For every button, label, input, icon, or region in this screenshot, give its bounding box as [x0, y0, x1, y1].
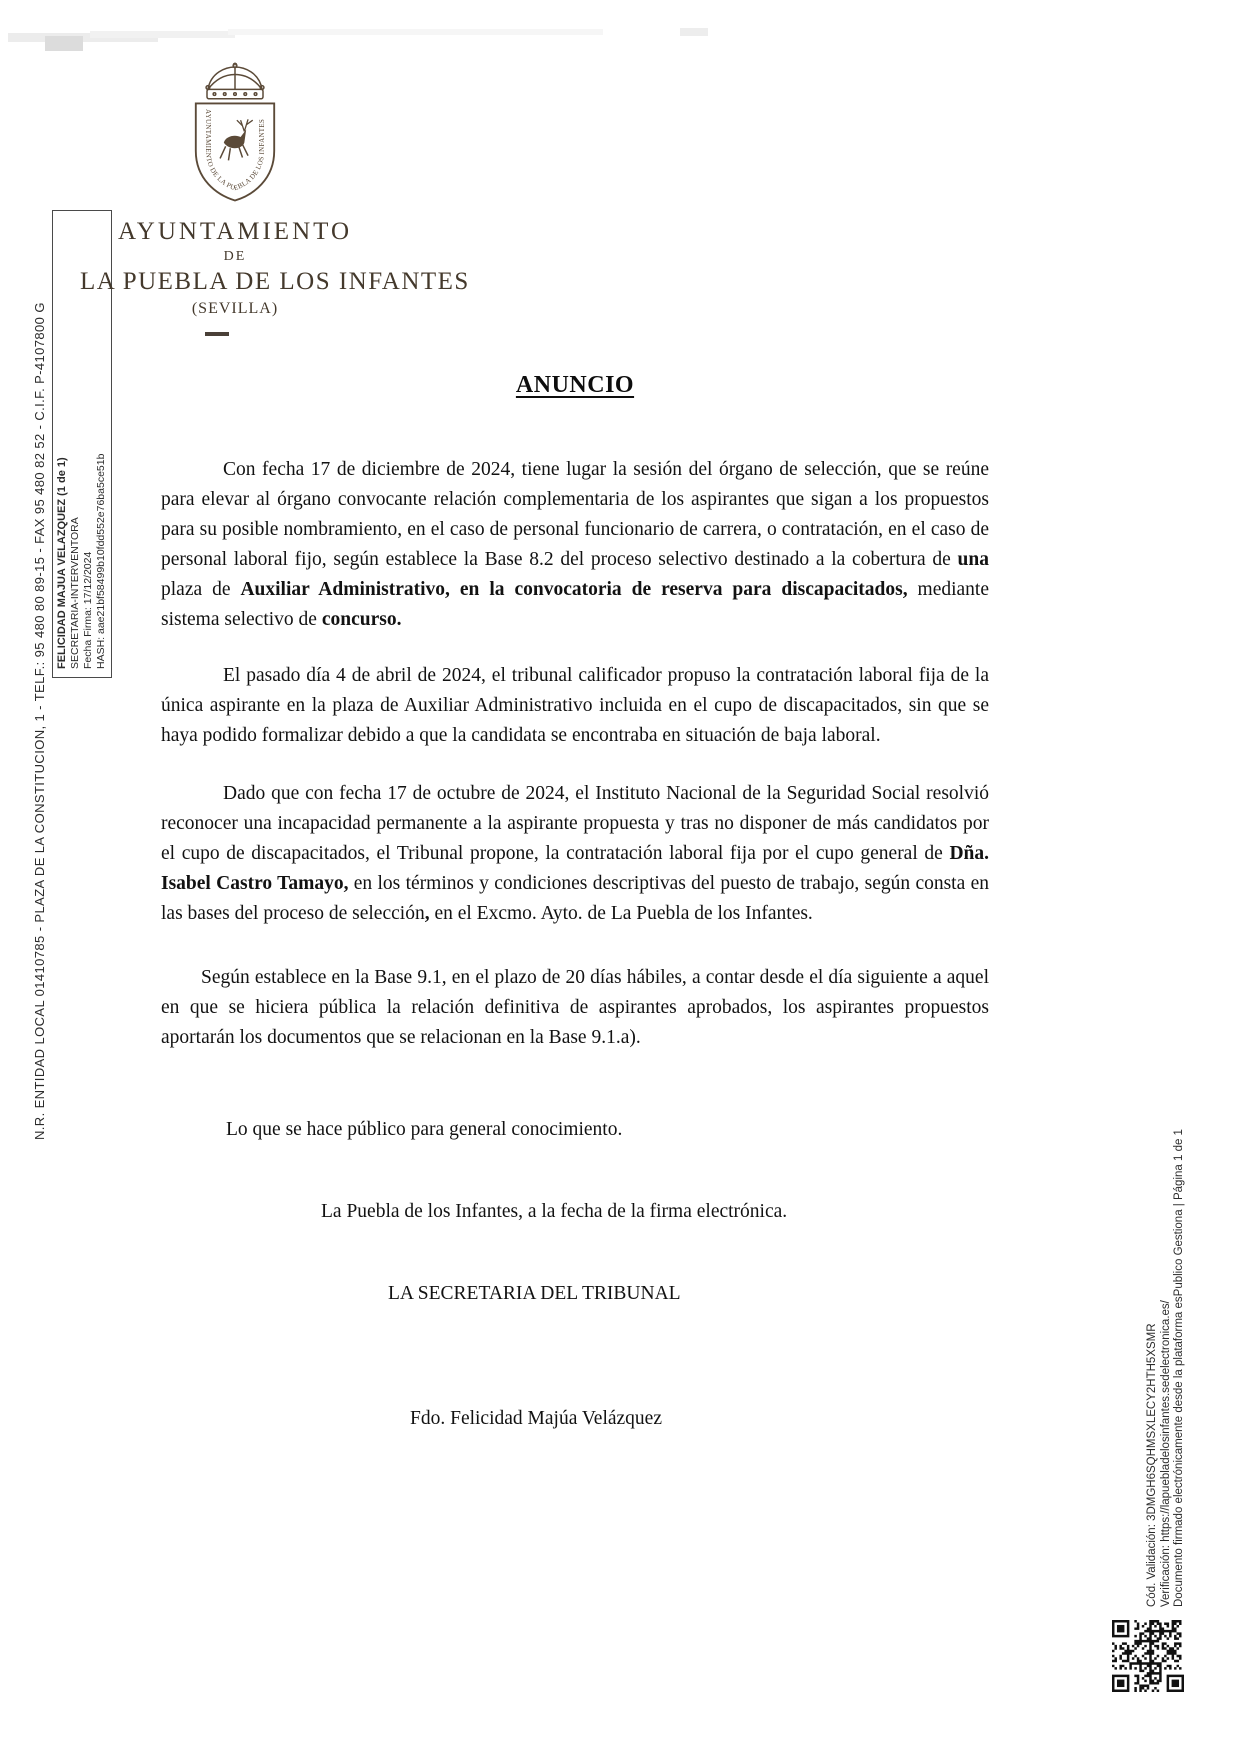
paragraphs-container: [161, 455, 989, 1434]
svg-text:AYUNTAMIENTO DE LA PUEBLA DE L: [204, 109, 266, 192]
qr-code: [1112, 1620, 1184, 1692]
scan-artifact: [680, 28, 708, 36]
document-title: ANUNCIO: [515, 372, 635, 398]
deer-icon: [220, 119, 253, 160]
signer-name: FELICIDAD MAJUA VELAZQUEZ (1 de 1): [56, 457, 68, 669]
org-name-line2: DE: [223, 249, 247, 264]
paragraph: Dado que con fecha 17 de octubre de 2024, el Instituto Nacional de la Seguridad Social resolvió reconocer una incapacidad permanente a la aspirante propuesta y tras no disponer de más candidatos por el cupo de discapacitados, el Tribunal propone, la contratación laboral fija por el cupo general de Dña. Isabel Castro Tamayo, en los términos y condiciones descriptivas del puesto de trabajo, según consta en las bases del proceso de selección, en el Excmo. Ayto. de La Puebla de los Infantes.: [161, 783, 989, 924]
paragraph: Según establece en la Base 9.1, en el plazo de 20 días hábiles, a contar desde el día siguiente a aquel en que se hiciera pública la relación definitiva de aspirantes aprobados, los aspirantes propuestos aportarán los documentos que se relacionan en la Base 9.1.a).: [161, 967, 989, 1048]
scan-artifact: [45, 36, 83, 51]
paragraph: Fdo. Felicidad Majúa Velázquez: [410, 1408, 662, 1429]
paragraph: La Puebla de los Infantes, a la fecha de la firma electrónica.: [321, 1201, 788, 1222]
entity-registration-line: N.R. ENTIDAD LOCAL 01410785 - PLAZA DE LA CONSTITUCION, 1 - TELF.: 95 480 80 89-15 - FAX 95 480 82 52 - C.I.F. P-4107800 G: [32, 302, 47, 1140]
letterhead: [80, 62, 470, 336]
signature-platform-note: Documento firmado electrónicamente desde la plataforma esPublico Gestiona | Página 1 de 1: [1173, 1129, 1185, 1607]
underline-mark: [205, 332, 229, 336]
signer-role: SECRETARIA-INTERVENTORA: [69, 517, 81, 669]
signature-date: Fecha Firma: 17/12/2024: [82, 551, 94, 669]
org-name-line3: LA PUEBLA DE LOS INFANTES: [80, 268, 470, 295]
paragraph: LA SECRETARIA DEL TRIBUNAL: [388, 1283, 681, 1304]
signature-hash: HASH: aae21bf58499b10fdd552e76ba5ce51b: [95, 453, 107, 669]
validation-code: Cód. Validación: 3DMGH6SQHMSXLECY2HTH5XSMR: [1146, 1323, 1158, 1607]
scan-artifact: [228, 29, 603, 35]
paragraph: Con fecha 17 de diciembre de 2024, tiene lugar la sesión del órgano de selección, que se reúne para elevar al órgano convocante relación complementaria de los aspirantes que sigan a los propuestos para su posible nombramiento, en el caso de personal funcionario de carrera, o contratación, en el caso de personal laboral fijo, según establece la Base 8.2 del proceso selectivo destinado a la cobertura de una plaza de Auxiliar Administrativo, en la convocatoria de reserva para discapacitados, mediante sistema selectivo de concurso.: [161, 459, 989, 630]
municipal-crest-icon: [179, 62, 291, 212]
validation-footer: [1146, 1077, 1187, 1607]
org-province-line: (SEVILLA): [191, 300, 279, 317]
scan-artifact: [90, 31, 235, 38]
document-body: [161, 372, 989, 1434]
paragraph: El pasado día 4 de abril de 2024, el tribunal calificador propuso la contratación laboral fija de la única aspirante en la plaza de Auxiliar Administrativo incluida en el cupo de discapacitados, sin que se haya podido formalizar debido a que la candidata se encontraba en situación de baja laboral.: [161, 665, 989, 746]
crest-circular-text: AYUNTAMIENTO DE LA PUEBLA DE LOS INFANTES: [204, 109, 266, 193]
verification-url: Verificación: https://lapuebladelosinfantes.sedelectronica.es/: [1159, 1300, 1172, 1607]
paragraph: Lo que se hace público para general conocimiento.: [226, 1119, 623, 1140]
org-name-line1: AYUNTAMIENTO: [118, 218, 352, 245]
